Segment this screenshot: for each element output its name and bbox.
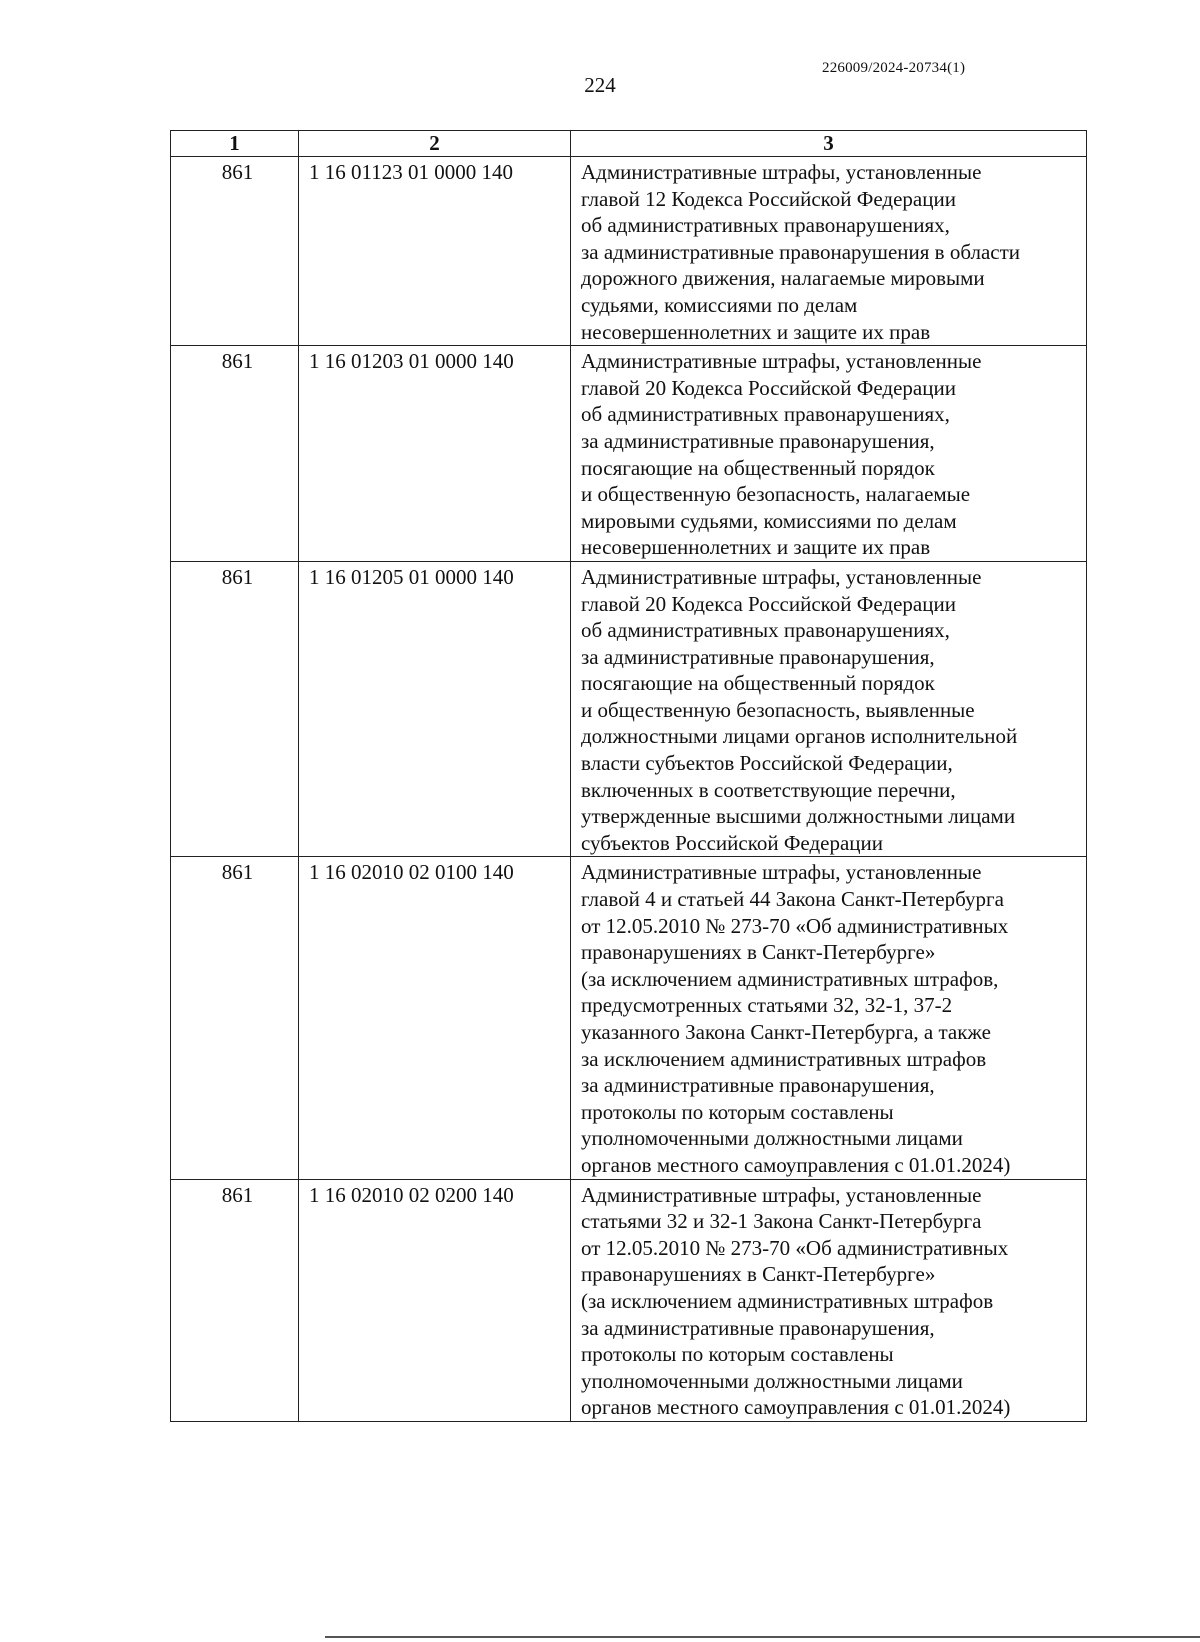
description-cell (571, 561, 1087, 857)
description-line: главой 20 Кодекса Российской Федерации (581, 375, 956, 400)
description-line: за административные правонарушения, (581, 428, 935, 453)
description-line: и общественную безопасность, налагаемые (581, 482, 971, 507)
description-line: и общественную безопасность, выявленные (581, 697, 975, 722)
description-line: указанного Закона Санкт-Петербурга, а также (581, 1020, 991, 1044)
description-line: за административные правонарушения в области (581, 239, 1021, 264)
description-line: уполномоченными должностными лицами (581, 1126, 963, 1151)
description-line: утвержденные высшими должностными лицами (581, 804, 1016, 829)
description-cell (571, 857, 1087, 1179)
description-line: главой 20 Кодекса Российской Федерации (581, 591, 956, 616)
table-row (171, 857, 1087, 1179)
table-body (171, 157, 1087, 1422)
admin-code-cell: 861 (171, 857, 299, 1179)
budget-code-cell: 1 16 02010 02 0100 140 (299, 857, 571, 1179)
description-line: власти субъектов Российской Федерации, (581, 751, 953, 776)
description-line: предусмотренных статьями 32, 32-1, 37-2 (581, 993, 953, 1018)
admin-code-cell: 861 (171, 157, 299, 346)
description-line: Административные штрафы, установленные (581, 860, 982, 885)
description-line: уполномоченными должностными лицами (581, 1368, 963, 1393)
description-cell (571, 157, 1087, 346)
description-line: за исключением административных штрафов (581, 1046, 987, 1071)
table-row (171, 561, 1087, 857)
column-header-2: 2 (299, 131, 571, 157)
revenue-codes-table (170, 130, 1087, 1422)
description-line: судьями, комиссиями по делам (581, 292, 858, 317)
description-line: включенных в соответствующие перечни, (581, 777, 956, 802)
description-cell (571, 1179, 1087, 1421)
description-line: должностными лицами органов исполнительной (581, 724, 1018, 749)
description-line: от 12.05.2010 № 273-70 «Об административных (581, 913, 1009, 938)
description-line: Административные штрафы, установленные (581, 1182, 982, 1207)
column-header-1: 1 (171, 131, 299, 157)
description-line: протоколы по которым составлены (581, 1342, 894, 1367)
table-header-row (171, 131, 1087, 157)
description-line: органов местного самоуправления с 01.01.2024) (581, 1395, 1011, 1420)
description-line: посягающие на общественный порядок (581, 671, 935, 696)
description-line: об административных правонарушениях, (581, 213, 950, 238)
description-line: (за исключением административных штрафов, (581, 966, 999, 991)
document-id: 226009/2024-20734(1) (822, 60, 966, 76)
description-line: (за исключением административных штрафов (581, 1288, 994, 1313)
page-number: 224 (584, 73, 616, 97)
description-line: Административные штрафы, установленные (581, 160, 982, 184)
admin-code-cell: 861 (171, 346, 299, 562)
description-line: органов местного самоуправления с 01.01.2024) (581, 1152, 1011, 1177)
description-line: за административные правонарушения, (581, 644, 935, 669)
description-line: главой 12 Кодекса Российской Федерации (581, 186, 956, 211)
description-line: несовершеннолетних и защите их прав (581, 319, 931, 344)
description-line: посягающие на общественный порядок (581, 455, 935, 480)
admin-code-cell: 861 (171, 1179, 299, 1421)
admin-code-cell: 861 (171, 561, 299, 857)
description-cell (571, 346, 1087, 562)
description-line: несовершеннолетних и защите их прав (581, 535, 931, 560)
table-row (171, 1179, 1087, 1421)
description-line: об административных правонарушениях, (581, 402, 950, 427)
description-line: об административных правонарушениях, (581, 618, 950, 643)
budget-code-cell: 1 16 01205 01 0000 140 (299, 561, 571, 857)
description-line: протоколы по которым составлены (581, 1099, 894, 1124)
description-line: Административные штрафы, установленные (581, 564, 982, 589)
description-line: правонарушениях в Санкт-Петербурге» (581, 940, 936, 965)
description-line: правонарушениях в Санкт-Петербурге» (581, 1262, 936, 1287)
description-line: дорожного движения, налагаемые мировыми (581, 266, 985, 291)
description-line: главой 4 и статьей 44 Закона Санкт-Петербурга (581, 887, 1004, 912)
description-line: субъектов Российской Федерации (581, 830, 884, 855)
description-line: статьями 32 и 32-1 Закона Санкт-Петербурга (581, 1209, 982, 1234)
table-row (171, 157, 1087, 346)
description-line: мировыми судьями, комиссиями по делам (581, 508, 957, 533)
description-line: за административные правонарушения, (581, 1315, 935, 1340)
description-line: Административные штрафы, установленные (581, 349, 982, 374)
scan-edge-line (325, 1636, 1200, 1638)
table-row (171, 346, 1087, 562)
column-header-3: 3 (571, 131, 1087, 157)
budget-code-cell: 1 16 02010 02 0200 140 (299, 1179, 571, 1421)
budget-code-cell: 1 16 01203 01 0000 140 (299, 346, 571, 562)
description-line: за административные правонарушения, (581, 1073, 935, 1098)
description-line: от 12.05.2010 № 273-70 «Об административных (581, 1235, 1009, 1260)
budget-code-cell: 1 16 01123 01 0000 140 (299, 157, 571, 346)
